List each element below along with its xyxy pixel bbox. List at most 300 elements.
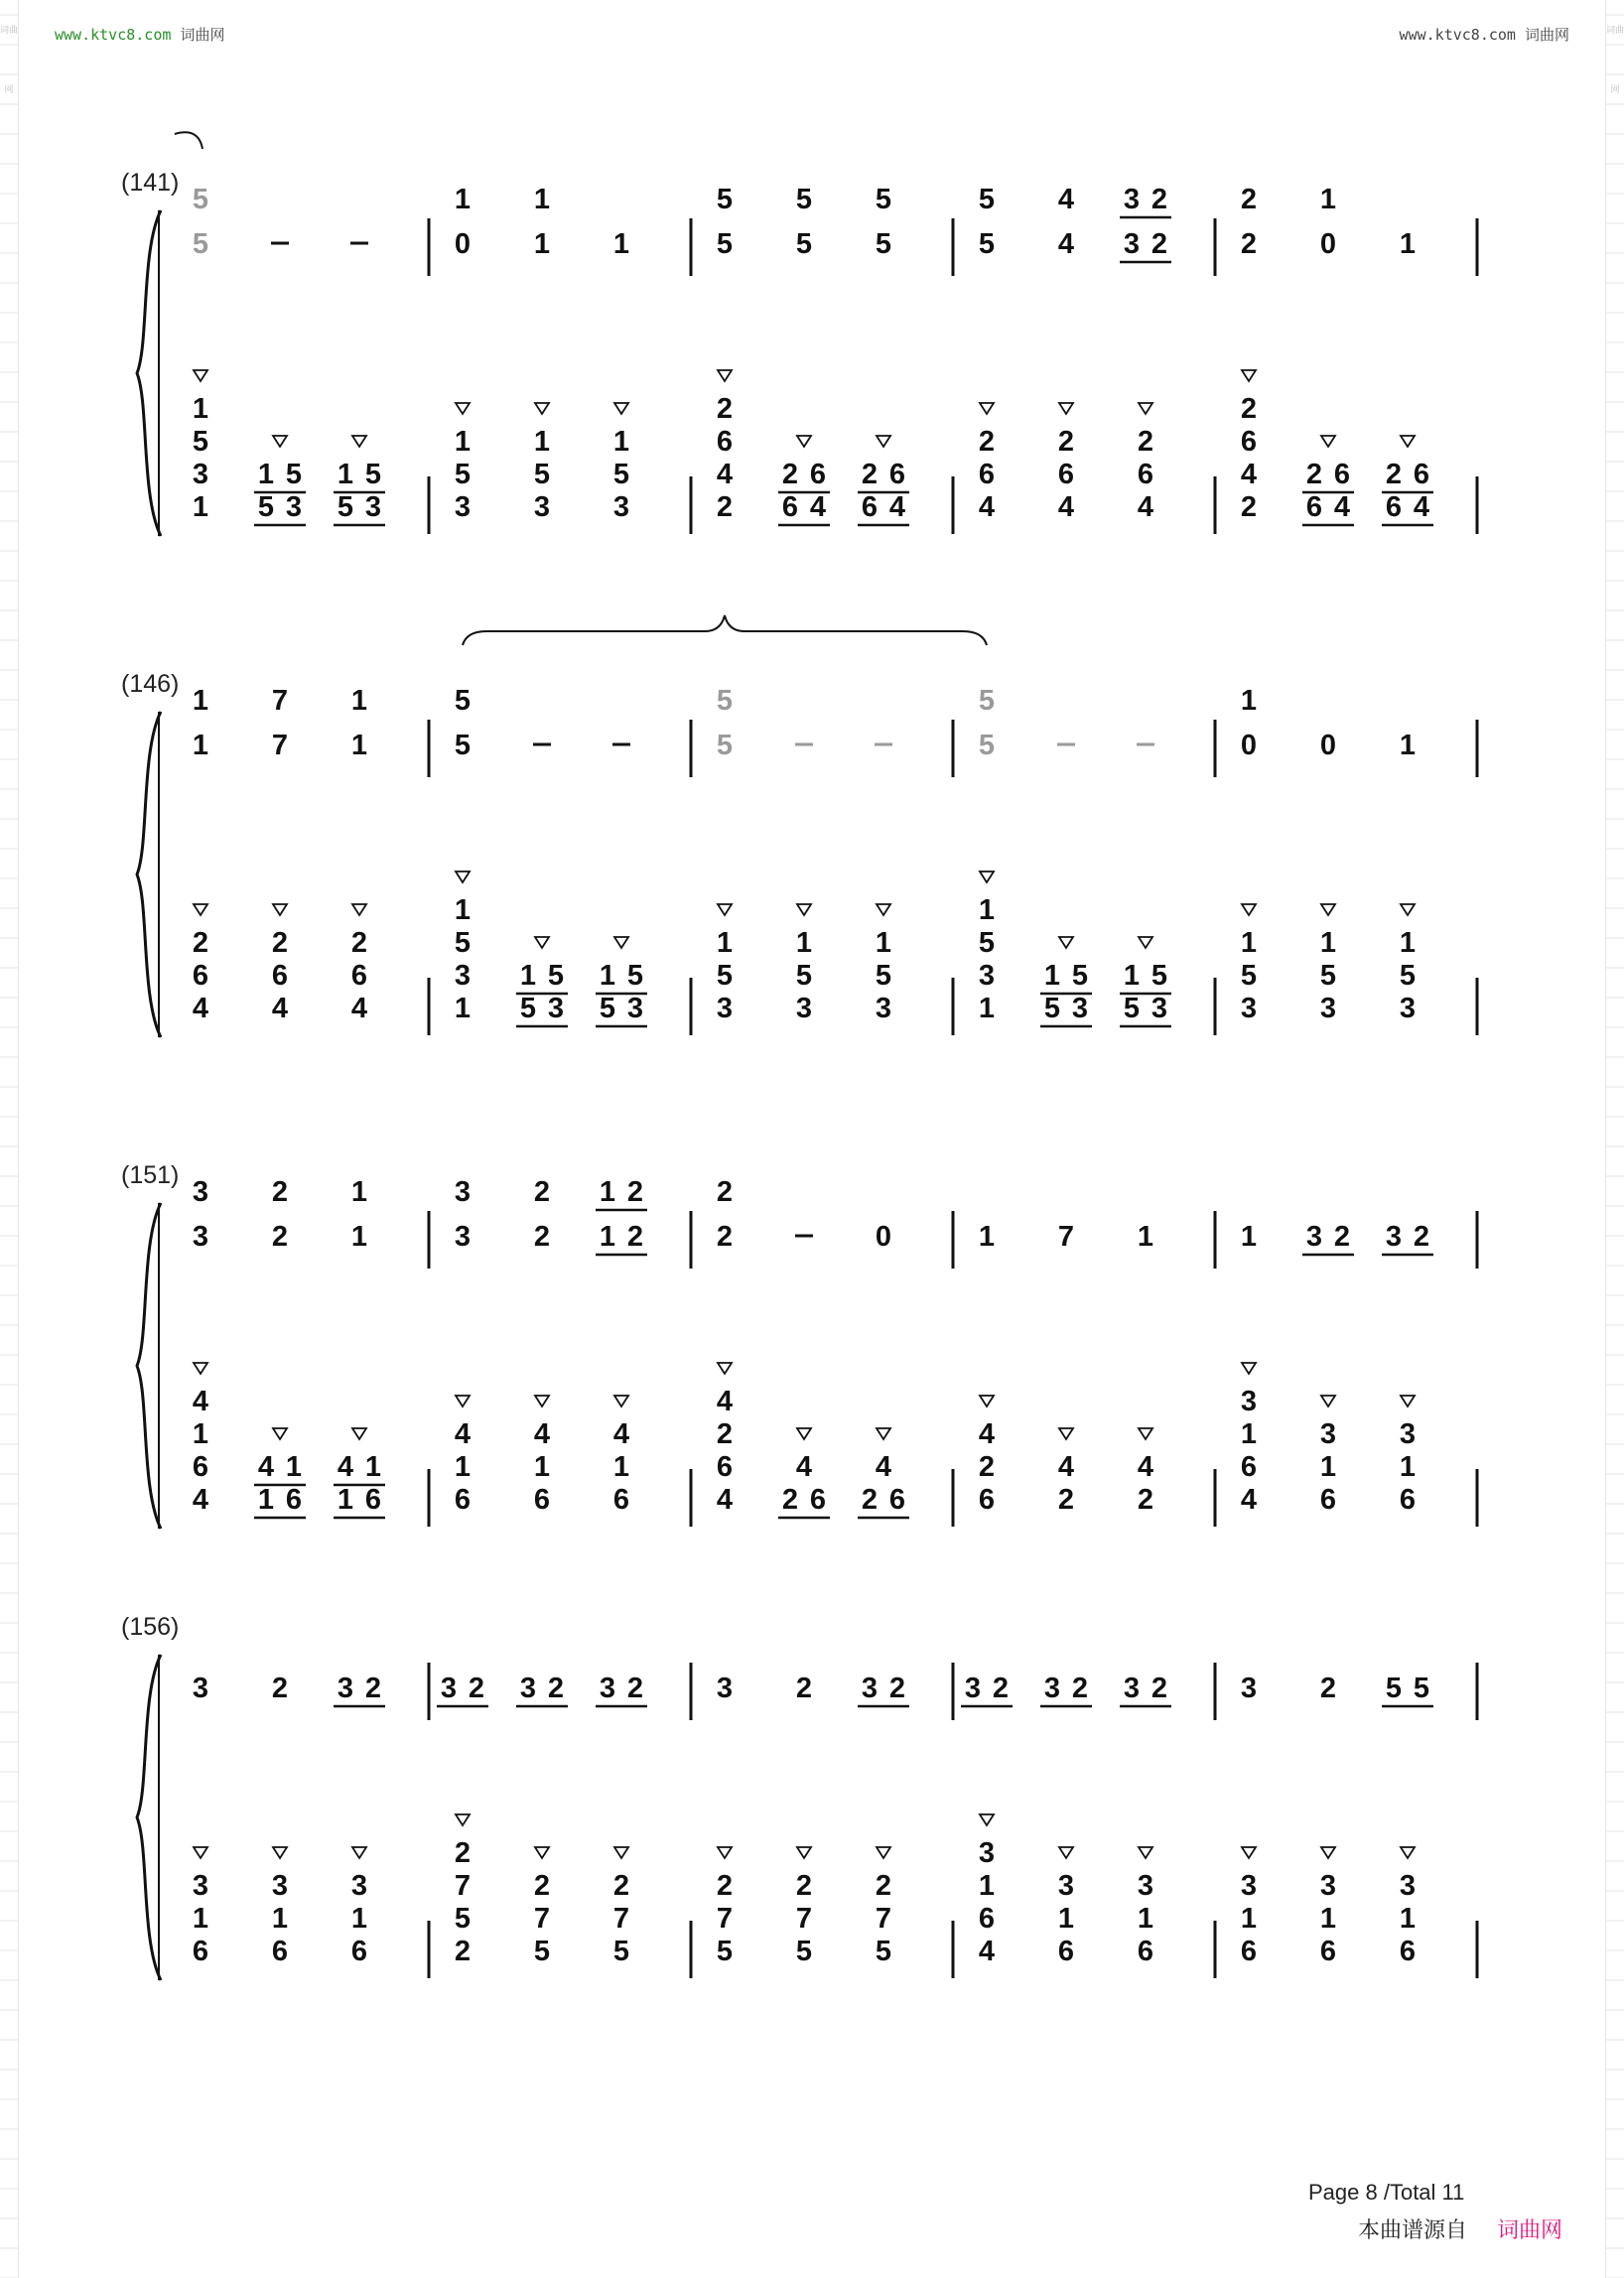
accent-triangle [273,1847,287,1858]
accent-triangle [877,1428,890,1439]
melody-note: 1 [350,730,368,761]
accompaniment-note: 5 [192,426,209,458]
accompaniment-note: 3 [716,993,734,1024]
accent-triangle [1139,937,1152,948]
accompaniment-note: 3 [285,491,303,523]
accent-triangle [1321,904,1335,915]
accent-triangle [614,1847,628,1858]
accompaniment-note: 6 [888,459,906,490]
accompaniment-note: 1 [875,927,892,959]
accompaniment-note: 6 [978,1484,996,1516]
accompaniment-note: 3 [1240,1870,1258,1902]
accompaniment-note: 2 [350,927,368,959]
brace [137,1203,161,1529]
melody-note: 2 [1319,1673,1337,1704]
accompaniment-note: 7 [875,1903,892,1935]
accompaniment-note: 3 [1399,993,1417,1024]
accent-triangle [456,1814,470,1825]
melody-note: 2 [626,1221,644,1253]
accent-triangle [877,436,890,447]
accompaniment-note: 6 [978,1903,996,1935]
accompaniment-note: 3 [533,491,551,523]
accompaniment-note: 4 [192,1484,209,1516]
accompaniment-note: 1 [612,426,630,458]
upper-harmony-note: 2 [533,1176,551,1208]
melody-note: 5 [978,730,996,761]
upper-harmony-note: 3 [1123,184,1141,215]
accompaniment-note: 1 [1319,927,1337,959]
upper-harmony-note: 1 [599,1176,616,1208]
upper-harmony-note: 2 [716,1176,734,1208]
accompaniment-note: 5 [795,1936,813,1967]
measure-number: (146) [121,670,180,698]
accent-triangle [797,436,811,447]
accompaniment-note: 6 [781,491,799,523]
melody-note: 2 [1150,228,1168,260]
accent-triangle [1139,1847,1152,1858]
accent-triangle [1242,1847,1256,1858]
accent-triangle [797,1428,811,1439]
melody-note: 2 [364,1673,382,1704]
upper-harmony-note: 5 [716,685,734,717]
accompaniment-note: 2 [716,1870,734,1902]
accompaniment-note: 3 [1071,993,1089,1024]
accent-triangle [1059,1847,1073,1858]
accompaniment-note: 4 [795,1451,813,1483]
accent-triangle [877,1847,890,1858]
accompaniment-note: 6 [1385,491,1403,523]
accompaniment-note: 3 [1319,1418,1337,1450]
accent-triangle [273,436,287,447]
accompaniment-note: 5 [257,491,275,523]
accompaniment-note: 4 [809,491,827,523]
accompaniment-note: 4 [350,993,368,1024]
accompaniment-note: 1 [192,393,209,425]
melody-note: 1 [192,730,209,761]
accompaniment-note: 2 [781,459,799,490]
accompaniment-note: 1 [350,1903,368,1935]
source-site-link[interactable]: 词曲网 [1497,2217,1563,2242]
accompaniment-note: 5 [612,459,630,490]
upper-harmony-note: 1 [1240,685,1258,717]
accent-triangle [614,403,628,414]
accompaniment-note: 2 [192,927,209,959]
melody-note: 5 [454,730,472,761]
accompaniment-note: 2 [716,393,734,425]
accompaniment-note: 5 [364,459,382,490]
accent-triangle [1321,1396,1335,1407]
accompaniment-note: 3 [1150,993,1168,1024]
accent-triangle [273,1428,287,1439]
accent-triangle [718,1363,732,1374]
accompaniment-note: 2 [1057,426,1075,458]
melody-note: 1 [1137,1221,1154,1253]
accompaniment-note: 2 [978,1451,996,1483]
accompaniment-note: 5 [1319,960,1337,992]
accompaniment-note: 1 [1319,1903,1337,1935]
upper-harmony-note: 5 [978,685,996,717]
accompaniment-note: 5 [547,960,565,992]
accent-triangle [1139,1428,1152,1439]
upper-harmony-note: 5 [795,184,813,215]
accent-triangle [1059,403,1073,414]
melody-note: 5 [1385,1673,1403,1704]
accompaniment-note: 5 [795,960,813,992]
accompaniment-note: 6 [1305,491,1323,523]
accompaniment-note: 2 [612,1870,630,1902]
melody-note: 3 [1240,1673,1258,1704]
accompaniment-note: 6 [1319,1484,1337,1516]
melody-note: 0 [454,228,472,260]
upper-harmony-note: 7 [271,685,289,717]
accent-triangle [535,403,549,414]
accent-triangle [1242,370,1256,381]
accompaniment-note: 2 [861,459,879,490]
brace [137,210,161,536]
accompaniment-note: 4 [1240,459,1258,490]
melody-note: 1 [533,228,551,260]
accompaniment-note: 7 [533,1903,551,1935]
upper-harmony-note: 1 [1319,184,1337,215]
accompaniment-note: 5 [1123,993,1141,1024]
accompaniment-note: 1 [978,894,996,926]
accompaniment-note: 6 [1137,459,1154,490]
accompaniment-note: 5 [978,927,996,959]
melody-note: 2 [1240,228,1258,260]
accent-triangle [1401,1847,1415,1858]
accompaniment-note: 4 [1137,1451,1154,1483]
accompaniment-note: 1 [454,993,472,1024]
accompaniment-note: 6 [888,1484,906,1516]
melody-note: 1 [978,1221,996,1253]
brace [137,712,161,1037]
accent-triangle [535,1847,549,1858]
accompaniment-note: 3 [1240,993,1258,1024]
melody-note: 2 [547,1673,565,1704]
accompaniment-note: 1 [192,1903,209,1935]
accompaniment-note: 1 [192,1418,209,1450]
accompaniment-note: 5 [626,960,644,992]
melody-note: 3 [454,1221,472,1253]
accompaniment-note: 2 [533,1870,551,1902]
accompaniment-note: 6 [978,459,996,490]
melody-note: 1 [1399,228,1417,260]
accompaniment-note: 5 [1071,960,1089,992]
accompaniment-note: 4 [875,1451,892,1483]
melody-note: 5 [1413,1673,1430,1704]
accent-triangle [456,1396,470,1407]
accompaniment-note: 4 [257,1451,275,1483]
melody-note: 2 [992,1673,1010,1704]
accompaniment-note: 6 [350,1936,368,1967]
accent-triangle [980,1396,994,1407]
melody-note: 1 [350,1221,368,1253]
accompaniment-note: 6 [350,960,368,992]
accompaniment-note: 7 [612,1903,630,1935]
accompaniment-note: 6 [271,1936,289,1967]
accompaniment-note: 6 [271,960,289,992]
accompaniment-note: 3 [192,459,209,490]
melody-note: 1 [1240,1221,1258,1253]
melody-note: 2 [468,1673,485,1704]
accent-triangle [352,436,366,447]
melody-note: 5 [795,228,813,260]
accompaniment-note: 1 [364,1451,382,1483]
accompaniment-note: 1 [716,927,734,959]
accompaniment-note: 6 [1057,459,1075,490]
melody-note: 2 [888,1673,906,1704]
accompaniment-note: 1 [257,459,275,490]
accent-triangle [797,904,811,915]
accompaniment-note: 6 [192,1451,209,1483]
accent-triangle [1059,1428,1073,1439]
upper-harmony-note: 1 [350,685,368,717]
accompaniment-note: 3 [978,960,996,992]
melody-note: 3 [1123,1673,1141,1704]
accent-triangle [980,871,994,882]
accent-triangle [1139,403,1152,414]
melody-note: 3 [964,1673,982,1704]
accompaniment-note: 1 [1123,960,1141,992]
accompaniment-note: 2 [861,1484,879,1516]
melody-note: 4 [1057,228,1075,260]
accompaniment-note: 2 [978,426,996,458]
accompaniment-note: 6 [1057,1936,1075,1967]
upper-harmony-note: 3 [192,1176,209,1208]
accent-triangle [352,904,366,915]
accompaniment-note: 6 [454,1484,472,1516]
accompaniment-note: 2 [781,1484,799,1516]
melody-note: 0 [875,1221,892,1253]
accompaniment-note: 3 [454,960,472,992]
accompaniment-note: 1 [1043,960,1061,992]
melody-note: 2 [795,1673,813,1704]
accompaniment-note: 2 [454,1936,472,1967]
accompaniment-note: 1 [1399,1903,1417,1935]
accompaniment-note: 3 [1319,993,1337,1024]
accompaniment-note: 6 [1413,459,1430,490]
accent-triangle [352,1428,366,1439]
accompaniment-note: 1 [978,993,996,1024]
accent-triangle [1242,904,1256,915]
accompaniment-note: 2 [271,927,289,959]
accompaniment-note: 3 [795,993,813,1024]
accompaniment-note: 6 [533,1484,551,1516]
accent-triangle [718,370,732,381]
melody-note: 2 [1333,1221,1351,1253]
accompaniment-note: 2 [1240,491,1258,523]
accompaniment-note: 3 [1240,1386,1258,1417]
melody-note: 0 [1319,730,1337,761]
melody-note: 7 [271,730,289,761]
melody-note: 2 [1071,1673,1089,1704]
accompaniment-note: 1 [257,1484,275,1516]
melody-note: 2 [271,1221,289,1253]
accompaniment-note: 4 [978,1936,996,1967]
header-left-site: 词曲网 [180,26,225,44]
accompaniment-note: 1 [1399,927,1417,959]
accent-triangle [614,1396,628,1407]
accompaniment-note: 1 [533,426,551,458]
accompaniment-note: 4 [337,1451,354,1483]
melody-note: 3 [716,1673,734,1704]
accompaniment-note: 2 [1137,1484,1154,1516]
accompaniment-note: 3 [454,491,472,523]
accompaniment-note: 5 [612,1936,630,1967]
accompaniment-note: 6 [1240,1936,1258,1967]
accompaniment-note: 7 [795,1903,813,1935]
accompaniment-note: 3 [1399,1870,1417,1902]
accompaniment-note: 4 [1057,491,1075,523]
accompaniment-note: 2 [1057,1484,1075,1516]
accompaniment-note: 5 [1150,960,1168,992]
melody-note: 5 [192,228,209,260]
accompaniment-note: 5 [454,1903,472,1935]
melody-note: 3 [440,1673,458,1704]
accompaniment-note: 3 [364,491,382,523]
accompaniment-note: 3 [1137,1870,1154,1902]
accompaniment-note: 5 [599,993,616,1024]
accent-triangle [1242,1363,1256,1374]
accompaniment-note: 5 [716,1936,734,1967]
accent-triangle [1401,436,1415,447]
melody-note: 0 [1319,228,1337,260]
accompaniment-note: 6 [1399,1936,1417,1967]
accompaniment-note: 1 [533,1451,551,1483]
accompaniment-note: 4 [716,1484,734,1516]
melody-note: 3 [192,1221,209,1253]
upper-harmony-note: 2 [1240,184,1258,215]
melody-note: 5 [716,730,734,761]
upper-harmony-note: 1 [533,184,551,215]
accompaniment-note: 4 [454,1418,472,1450]
accompaniment-note: 1 [519,960,537,992]
melody-note: 5 [716,228,734,260]
accent-triangle [535,1396,549,1407]
accompaniment-note: 4 [192,1386,209,1417]
accompaniment-note: 5 [533,459,551,490]
accompaniment-note: 3 [271,1870,289,1902]
accompaniment-note: 6 [716,426,734,458]
accompaniment-note: 1 [454,894,472,926]
accompaniment-note: 6 [1240,1451,1258,1483]
melody-note: 7 [1057,1221,1075,1253]
melody-note: 3 [1043,1673,1061,1704]
melody-note: 3 [861,1673,879,1704]
accompaniment-note: 1 [1057,1903,1075,1935]
accompaniment-note: 3 [547,993,565,1024]
melody-note: 3 [519,1673,537,1704]
accompaniment-note: 2 [454,1837,472,1869]
melody-note: 3 [337,1673,354,1704]
accompaniment-note: 3 [192,1870,209,1902]
accompaniment-note: 1 [337,459,354,490]
melody-note: 1 [1399,730,1417,761]
accompaniment-note: 3 [350,1870,368,1902]
accent-triangle [718,904,732,915]
accent-triangle [273,904,287,915]
accompaniment-note: 6 [809,1484,827,1516]
upper-harmony-note: 1 [350,1176,368,1208]
accompaniment-note: 1 [454,426,472,458]
side-watermark-text: 词曲网 [1606,25,1624,94]
accompaniment-note: 5 [875,1936,892,1967]
melody-note: 2 [1413,1221,1430,1253]
upper-harmony-note: 2 [1150,184,1168,215]
accompaniment-note: 5 [1043,993,1061,1024]
accent-triangle [194,1847,207,1858]
melody-note: 0 [1240,730,1258,761]
accompaniment-note: 4 [1137,491,1154,523]
accompaniment-note: 1 [1399,1451,1417,1483]
upper-harmony-note: 5 [192,184,209,215]
accompaniment-note: 5 [519,993,537,1024]
accompaniment-note: 6 [809,459,827,490]
melody-note: 3 [192,1673,209,1704]
accompaniment-note: 2 [1305,459,1323,490]
accompaniment-note: 1 [1240,927,1258,959]
upper-harmony-note: 5 [454,685,472,717]
accompaniment-note: 1 [599,960,616,992]
accompaniment-note: 6 [1240,426,1258,458]
accompaniment-note: 4 [978,1418,996,1450]
accompaniment-note: 3 [1319,1870,1337,1902]
accompaniment-note: 3 [626,993,644,1024]
accompaniment-note: 2 [1385,459,1403,490]
accompaniment-note: 1 [1319,1451,1337,1483]
accompaniment-note: 6 [716,1451,734,1483]
melody-note: 3 [599,1673,616,1704]
accompaniment-note: 3 [875,993,892,1024]
accent-triangle [980,1814,994,1825]
accompaniment-note: 5 [454,927,472,959]
side-watermark-text: 词曲网 [0,25,19,94]
accompaniment-note: 5 [454,459,472,490]
accompaniment-note: 2 [716,1418,734,1450]
upper-harmony-note: 5 [716,184,734,215]
accompaniment-note: 2 [795,1870,813,1902]
accompaniment-note: 4 [533,1418,551,1450]
accompaniment-note: 2 [1137,426,1154,458]
accompaniment-note: 1 [1240,1418,1258,1450]
accent-triangle [797,1847,811,1858]
upper-harmony-note: 3 [454,1176,472,1208]
accompaniment-note: 1 [285,1451,303,1483]
accompaniment-note: 6 [192,1936,209,1967]
tie-slur [175,132,203,149]
accompaniment-note: 4 [716,459,734,490]
accent-triangle [456,871,470,882]
accent-triangle [456,403,470,414]
accompaniment-note: 4 [612,1418,630,1450]
measure-number: (141) [121,169,180,197]
accompaniment-note: 4 [978,491,996,523]
accent-triangle [1321,1847,1335,1858]
accompaniment-note: 7 [716,1903,734,1935]
accompaniment-note: 5 [1240,960,1258,992]
melody-note: 5 [978,228,996,260]
accompaniment-note: 5 [716,960,734,992]
upper-harmony-note: 5 [978,184,996,215]
melody-note: 2 [716,1221,734,1253]
accompaniment-note: 1 [612,1451,630,1483]
accompaniment-note: 1 [795,927,813,959]
upper-harmony-note: 4 [1057,184,1075,215]
header-right-url[interactable]: www.ktvc8.com [1399,26,1516,44]
accent-triangle [194,370,207,381]
header-left-url[interactable]: www.ktvc8.com [55,26,172,44]
upper-harmony-note: 2 [271,1176,289,1208]
